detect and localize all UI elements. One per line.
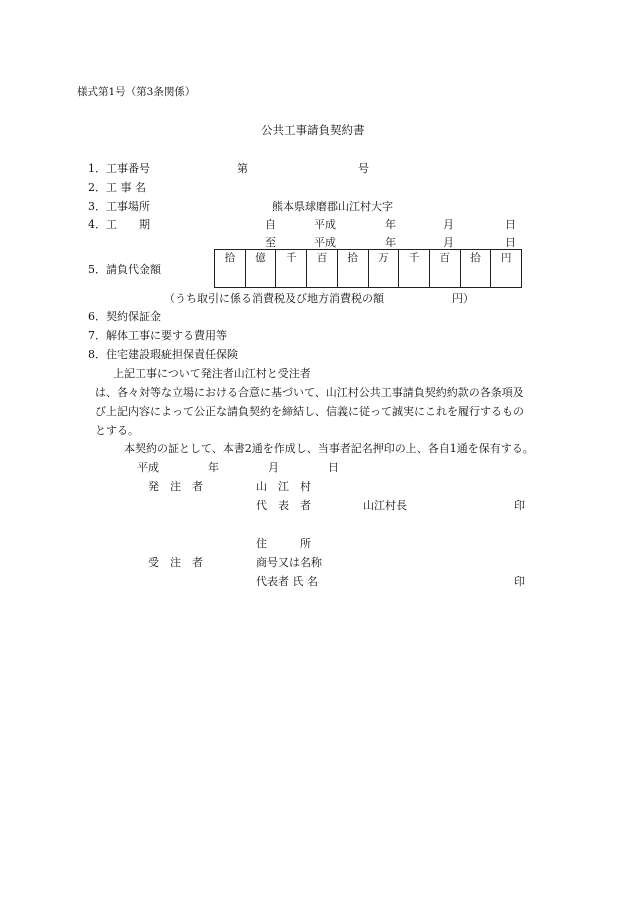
contractor-company-label: 商号又は名称 <box>256 556 322 569</box>
signing-date-year: 年 <box>208 461 219 474</box>
body-line-4: とする。 <box>95 424 139 437</box>
amount-digit-box <box>214 249 522 288</box>
item-label-construction-number: 1．工事番号 <box>88 162 150 175</box>
signing-date-era: 平成 <box>137 461 159 474</box>
period-from-year: 年 <box>385 218 396 231</box>
item-label-demolition-costs: 7．解体工事に要する費用等 <box>88 329 227 342</box>
tax-note-yen: 円） <box>452 292 474 305</box>
digit-cell: 千 <box>398 250 429 287</box>
digit-cell: 千 <box>275 250 306 287</box>
period-from-day: 日 <box>505 218 516 231</box>
body-line-5: 本契約の証として、本書2通を作成し、当事者記名押印の上、各自1通を保有する。 <box>124 442 534 455</box>
signing-date-day: 日 <box>328 461 339 474</box>
orderer-name: 山 江 村 <box>256 480 311 493</box>
item-label-construction-name: 2．工 事 名 <box>88 181 146 194</box>
contractor-seal: 印 <box>514 575 525 588</box>
body-line-1: 上記工事について発注者山江村と受注者 <box>113 367 311 380</box>
period-to-era: 平成 <box>314 236 336 249</box>
document-title: 公共工事請負契約書 <box>261 123 365 137</box>
item-label-defect-insurance: 8．住宅建設瑕疵担保責任保険 <box>88 348 238 361</box>
digit-cell: 拾 <box>224 252 236 264</box>
signing-date-month: 月 <box>268 461 279 474</box>
tax-note: （うち取引に係る消費税及び地方消費税の額 <box>164 292 384 305</box>
period-to-month: 月 <box>443 236 454 249</box>
body-line-3: び上記内容によって公正な請負契約を締結し、信義に従って誠実にこれを履行するもの <box>95 405 524 418</box>
period-to-day: 日 <box>505 236 516 249</box>
digit-cell: 拾 <box>337 250 368 287</box>
period-from-prefix: 自 <box>265 218 276 231</box>
item-label-construction-period: 4．工 期 <box>88 218 150 231</box>
contractor-rep-label: 代表者 氏 名 <box>256 575 318 588</box>
period-to-prefix: 至 <box>265 236 276 249</box>
orderer-role: 発 注 者 <box>148 480 203 493</box>
item-label-contract-amount: 5．請負代金額 <box>88 263 161 276</box>
digit-cell: 百 <box>429 250 460 287</box>
digit-cell: 万 <box>368 250 399 287</box>
period-from-era: 平成 <box>314 218 336 231</box>
orderer-rep-value: 山江村長 <box>363 499 407 512</box>
body-line-2: は、各々対等な立場における合意に基づいて、山江村公共工事請負契約約款の各条項及 <box>95 386 524 399</box>
digit-cell: 億 <box>245 250 276 287</box>
digit-cell: 円 <box>490 250 521 287</box>
orderer-seal: 印 <box>514 499 525 512</box>
digit-cell: 拾 <box>460 250 491 287</box>
period-to-year: 年 <box>385 236 396 249</box>
period-from-month: 月 <box>443 218 454 231</box>
digit-cell: 百 <box>306 250 337 287</box>
construction-site-value: 熊本県球磨郡山江村大字 <box>272 200 393 213</box>
contractor-address-label: 住 所 <box>256 537 311 550</box>
construction-number-go: 号 <box>358 162 369 175</box>
orderer-rep-label: 代 表 者 <box>256 499 311 512</box>
item-label-construction-site: 3．工事場所 <box>88 200 150 213</box>
construction-number-dai: 第 <box>237 162 248 175</box>
form-number: 様式第1号（第3条関係） <box>77 86 196 98</box>
contractor-role: 受 注 者 <box>148 556 203 569</box>
item-label-contract-deposit: 6．契約保証金 <box>88 310 161 323</box>
